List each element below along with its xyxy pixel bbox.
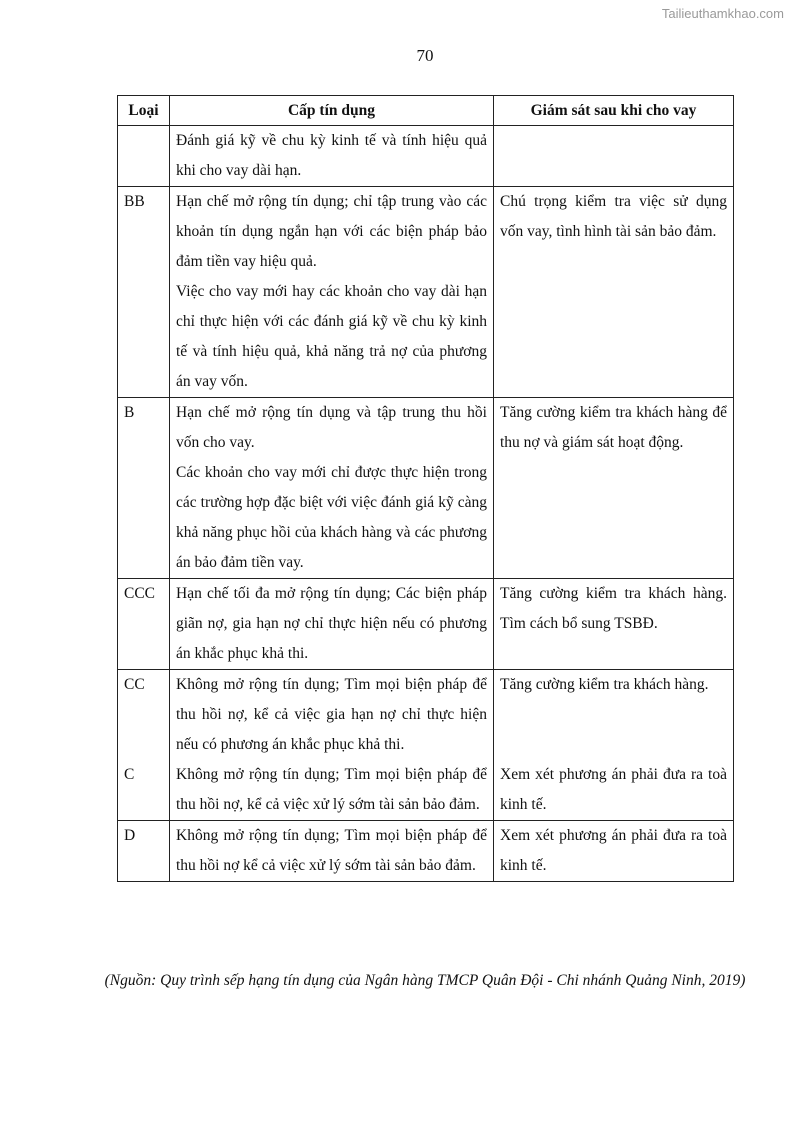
table-row [118, 126, 734, 187]
monitor-cell [494, 579, 734, 670]
monitor-text: Xem xét phương án phải đưa ra toà kinh tế. [500, 827, 727, 874]
monitor-cell [494, 187, 734, 398]
rating-code-cell [118, 126, 170, 187]
credit-text: Không mở rộng tín dụng; Tìm mọi biện pháp để thu hồi nợ kể cả việc xử lý sớm tài sản bảo đảm. [176, 827, 487, 874]
credit-rating-table [117, 95, 734, 882]
rating-code-cell: C [118, 760, 170, 821]
credit-text: Hạn chế mở rộng tín dụng; chỉ tập trung vào các khoản tín dụng ngắn hạn với các biện pháp bảo đảm tiền vay hiệu quả. [176, 193, 487, 270]
monitor-text: Xem xét phương án phải đưa ra toà kinh tế. [500, 766, 727, 813]
credit-cell [170, 126, 494, 187]
credit-text: Việc cho vay mới hay các khoản cho vay dài hạn chỉ thực hiện với các đánh giá kỹ về chu kỳ kinh tế và tính hiệu quả, khả năng trả nợ của phương án vay vốn. [176, 283, 487, 390]
rating-code-cell: D [118, 821, 170, 882]
credit-cell [170, 579, 494, 670]
rating-code-cell: CC [118, 670, 170, 761]
monitor-text: Chú trọng kiểm tra việc sử dụng vốn vay, tình hình tài sản bảo đảm. [500, 193, 727, 240]
credit-cell [170, 821, 494, 882]
credit-cell [170, 760, 494, 821]
credit-cell [170, 398, 494, 579]
monitor-cell [494, 821, 734, 882]
table-header-row [118, 96, 734, 126]
monitor-cell [494, 670, 734, 761]
credit-text: Không mở rộng tín dụng; Tìm mọi biện pháp để thu hồi nợ, kể cả việc xử lý sớm tài sản bảo đảm. [176, 766, 487, 813]
table-row [118, 670, 734, 761]
table-row [118, 760, 734, 821]
credit-text: Hạn chế tối đa mở rộng tín dụng; Các biện pháp giãn nợ, gia hạn nợ chỉ thực hiện nếu có phương án khắc phục khả thi. [176, 585, 487, 662]
watermark: Tailieuthamkhao.com [661, 6, 784, 21]
credit-text: Không mở rộng tín dụng; Tìm mọi biện pháp để thu hồi nợ, kể cả việc gia hạn nợ chỉ thực hiện nếu có phương án khắc phục khả thi. [176, 676, 487, 753]
rating-code-cell: CCC [118, 579, 170, 670]
credit-text: Đánh giá kỹ về chu kỳ kinh tế và tính hiệu quả khi cho vay dài hạn. [176, 132, 487, 179]
monitor-text: Tăng cường kiểm tra khách hàng. Tìm cách bổ sung TSBĐ. [500, 585, 727, 632]
table-row [118, 579, 734, 670]
header-monitoring: Giám sát sau khi cho vay [494, 96, 734, 126]
monitor-cell [494, 398, 734, 579]
monitor-text: Tăng cường kiểm tra khách hàng để thu nợ và giám sát hoạt động. [500, 404, 727, 451]
page-number: 70 [416, 46, 434, 65]
credit-cell [170, 187, 494, 398]
table-row [118, 821, 734, 882]
source-note: (Nguồn: Quy trình sếp hạng tín dụng của Ngân hàng TMCP Quân Đội - Chi nhánh Quảng Ninh, 2019) [104, 972, 746, 989]
monitor-cell [494, 760, 734, 821]
rating-code-cell: B [118, 398, 170, 579]
credit-cell [170, 670, 494, 761]
rating-code-cell: BB [118, 187, 170, 398]
monitor-text: Tăng cường kiểm tra khách hàng. [500, 676, 709, 693]
credit-text: Hạn chế mở rộng tín dụng và tập trung thu hồi vốn cho vay. [176, 404, 487, 451]
header-credit: Cấp tín dụng [170, 96, 494, 126]
table-row [118, 398, 734, 579]
credit-text: Các khoản cho vay mới chỉ được thực hiện trong các trường hợp đặc biệt với việc đánh giá kỹ càng khả năng phục hồi của khách hàng và các phương án bảo đảm tiền vay. [176, 464, 487, 571]
monitor-cell [494, 126, 734, 187]
table-row [118, 187, 734, 398]
header-category: Loại [118, 96, 170, 126]
